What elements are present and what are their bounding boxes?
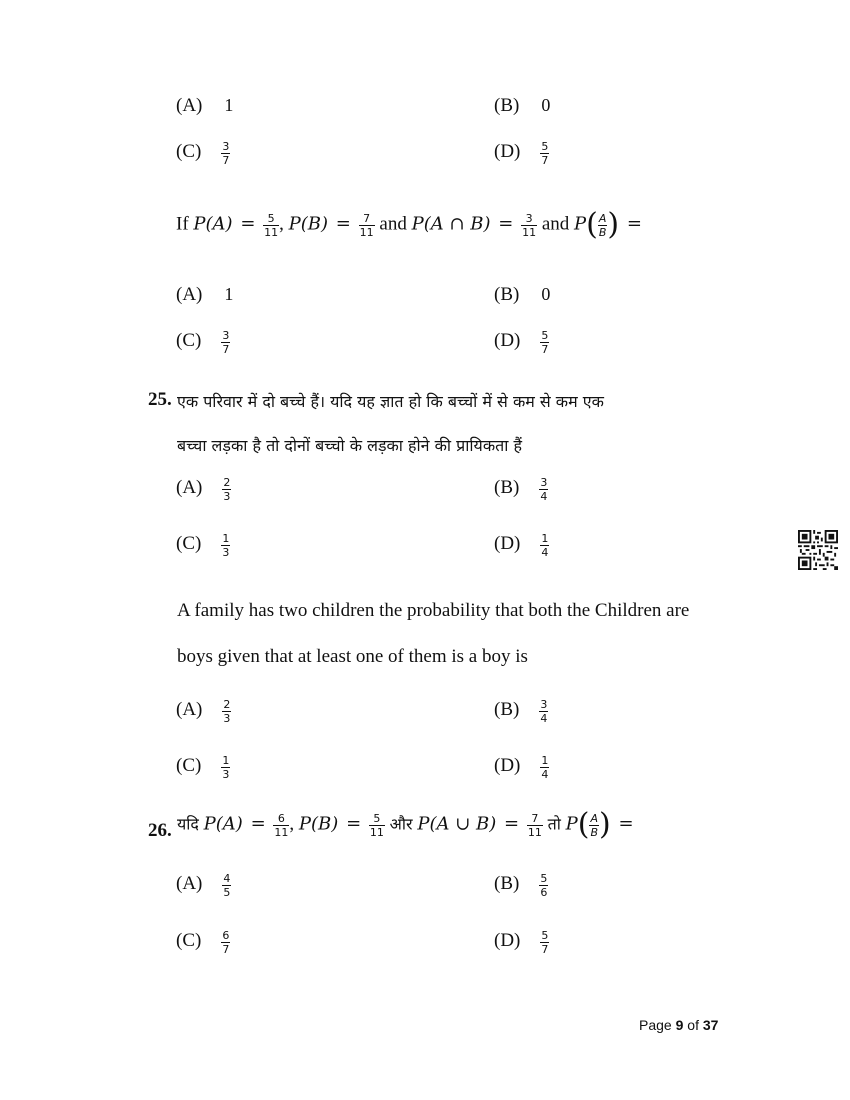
option-label: (B) xyxy=(494,477,520,499)
fraction: $\frac{5}{6}$ xyxy=(540,872,548,899)
option-d xyxy=(494,140,549,167)
option-label: (C) xyxy=(176,533,202,555)
option-a xyxy=(176,95,233,117)
option-label: (B) xyxy=(494,284,520,305)
question-number: 25. xyxy=(148,389,172,410)
option-label: (C) xyxy=(176,141,202,163)
option-label: (C) xyxy=(176,930,202,952)
option-c xyxy=(176,329,230,356)
option-c xyxy=(176,140,230,167)
fraction: $\frac{3}{7}$ xyxy=(222,329,230,356)
fraction: $\frac{5}{11}$ xyxy=(369,811,384,839)
option-value: 1 xyxy=(224,95,234,115)
option-label: (A) xyxy=(176,95,203,116)
hindi-question-line: बच्चा लड़का है तो दोनों बच्चो के लड़का होने की प्रायिकता हैं xyxy=(177,436,522,455)
option-label: (D) xyxy=(494,755,521,777)
option-a xyxy=(176,476,231,503)
fraction: $\frac{5}{7}$ xyxy=(541,329,549,356)
fraction: $\frac{3}{4}$ xyxy=(540,476,548,503)
option-a xyxy=(176,872,231,899)
option-a xyxy=(176,698,231,725)
hindi-question-line: एक परिवार में दो बच्चे हैं। यदि यह ज्ञात हो कि बच्चों में से कम से कम एक xyxy=(177,392,604,411)
page-number: Page 9 of 37 xyxy=(639,1017,719,1033)
option-b xyxy=(494,872,548,899)
english-question-line: A family has two children the probability that both the Children are xyxy=(177,600,690,621)
fraction: $\frac{5}{11}$ xyxy=(264,211,279,239)
option-d xyxy=(494,754,549,781)
fraction: $\frac{A}{B}$ xyxy=(598,211,607,239)
option-label: (D) xyxy=(494,330,521,352)
option-label: (D) xyxy=(494,533,521,555)
option-c xyxy=(176,532,230,559)
fraction: $\frac{7}{11}$ xyxy=(527,811,542,839)
option-d xyxy=(494,532,549,559)
option-label: (B) xyxy=(494,699,520,721)
option-label: (B) xyxy=(494,95,520,116)
fraction: $\frac{6}{11}$ xyxy=(274,811,289,839)
option-a xyxy=(176,284,233,306)
option-label: (D) xyxy=(494,141,521,163)
fraction: $\frac{4}{5}$ xyxy=(223,872,231,899)
option-d xyxy=(494,929,549,956)
option-label: (A) xyxy=(176,284,203,305)
fraction: $\frac{3}{7}$ xyxy=(222,140,230,167)
fraction: $\frac{1}{3}$ xyxy=(222,532,230,559)
fraction: $\frac{3}{11}$ xyxy=(522,211,537,239)
option-c xyxy=(176,754,230,781)
option-label: (A) xyxy=(176,477,203,499)
option-c xyxy=(176,929,230,956)
fraction: $\frac{1}{4}$ xyxy=(541,532,549,559)
option-label: (D) xyxy=(494,930,521,952)
option-b xyxy=(494,95,550,117)
option-label: (C) xyxy=(176,330,202,352)
question-statement: यदि P(A) = $\frac{6}{11}$ , P(B) = $\frac{5}{11}$ और P(A ∪ B) = $\frac{7}{11}$ तो P( $\frac{A}{B}$ ) = xyxy=(177,807,634,842)
option-label: (A) xyxy=(176,699,203,721)
fraction: $\frac{7}{11}$ xyxy=(359,211,374,239)
question-number: 26. xyxy=(148,820,172,841)
qr-code xyxy=(798,530,838,570)
fraction: $\frac{1}{4}$ xyxy=(541,754,549,781)
fraction: $\frac{3}{4}$ xyxy=(540,698,548,725)
fraction: $\frac{2}{3}$ xyxy=(223,698,231,725)
option-value: 0 xyxy=(541,95,551,115)
fraction: $\frac{A}{B}$ xyxy=(590,811,598,839)
english-question-line: boys given that at least one of them is a boy is xyxy=(177,646,528,667)
option-b xyxy=(494,698,548,725)
fraction: $\frac{2}{3}$ xyxy=(223,476,231,503)
option-label: (A) xyxy=(176,873,203,895)
option-b xyxy=(494,476,548,503)
option-value: 0 xyxy=(541,284,551,304)
fraction: $\frac{6}{7}$ xyxy=(222,929,230,956)
option-value: 1 xyxy=(224,284,234,304)
fraction: $\frac{5}{7}$ xyxy=(541,140,549,167)
fraction: $\frac{5}{7}$ xyxy=(541,929,549,956)
option-d xyxy=(494,329,549,356)
question-statement: If P(A) = $\frac{5}{11}$ , P(B) = $\frac{7}{11}$ and P(A ∩ B) = $\frac{3}{11}$ and P( $\frac{A}{B}$ ) = xyxy=(176,207,642,242)
option-b xyxy=(494,284,550,306)
option-label: (B) xyxy=(494,873,520,895)
option-label: (C) xyxy=(176,755,202,777)
fraction: $\frac{1}{3}$ xyxy=(222,754,230,781)
